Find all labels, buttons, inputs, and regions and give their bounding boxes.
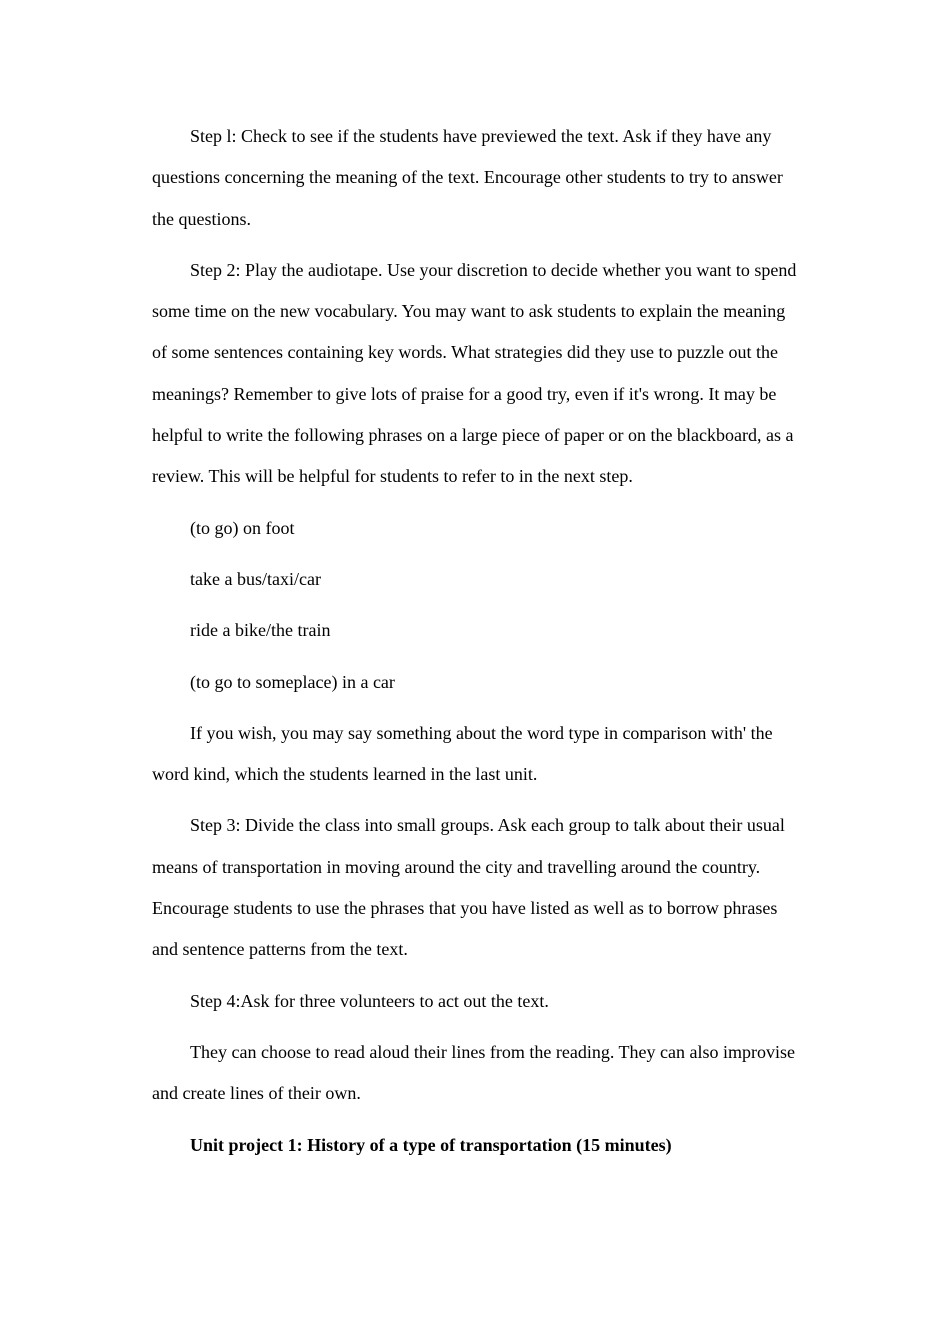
- phrase-ride-bike: ride a bike/the train: [190, 620, 331, 641]
- unit-project-heading: Unit project 1: History of a type of transportation (15 minutes): [190, 1134, 672, 1155]
- paragraph-read-aloud: They can choose to read aloud their lines from the reading. They can also improvise and create lines of their own.: [152, 1041, 795, 1104]
- paragraph-step-2: Step 2: Play the audiotape. Use your discretion to decide whether you want to spend some time on the new vocabulary. You may want to ask students to explain the meaning of some sentences containing key words. What strategies did they use to puzzle out the meanings? Remember to give lots of praise for a good try, even if it's wrong. It may be helpful to write the following phrases on a large piece of paper or on the blackboard, as a review. This will be helpful for students to refer to in the next step.: [152, 259, 797, 487]
- paragraph-step-4: Step 4:Ask for three volunteers to act out the text.: [190, 990, 549, 1011]
- paragraph-step-1: Step l: Check to see if the students have previewed the text. Ask if they have any questions concerning the meaning of the text. Encourage other students to try to answer the questions.: [152, 126, 783, 229]
- paragraph-word-type: If you wish, you may say something about the word type in comparison with' the word kind, which the students learned in the last unit.: [152, 722, 773, 785]
- phrase-take-bus: take a bus/taxi/car: [190, 568, 321, 589]
- phrase-on-foot: (to go) on foot: [190, 517, 295, 538]
- document-page: [152, 116, 802, 1176]
- paragraph-step-3: Step 3: Divide the class into small groups. Ask each group to talk about their usual means of transportation in moving around the city and travelling around the country. Encourage students to use the phrases that you have listed as well as to borrow phrases and sentence patterns from the text.: [152, 815, 785, 960]
- phrase-in-a-car: (to go to someplace) in a car: [190, 671, 395, 692]
